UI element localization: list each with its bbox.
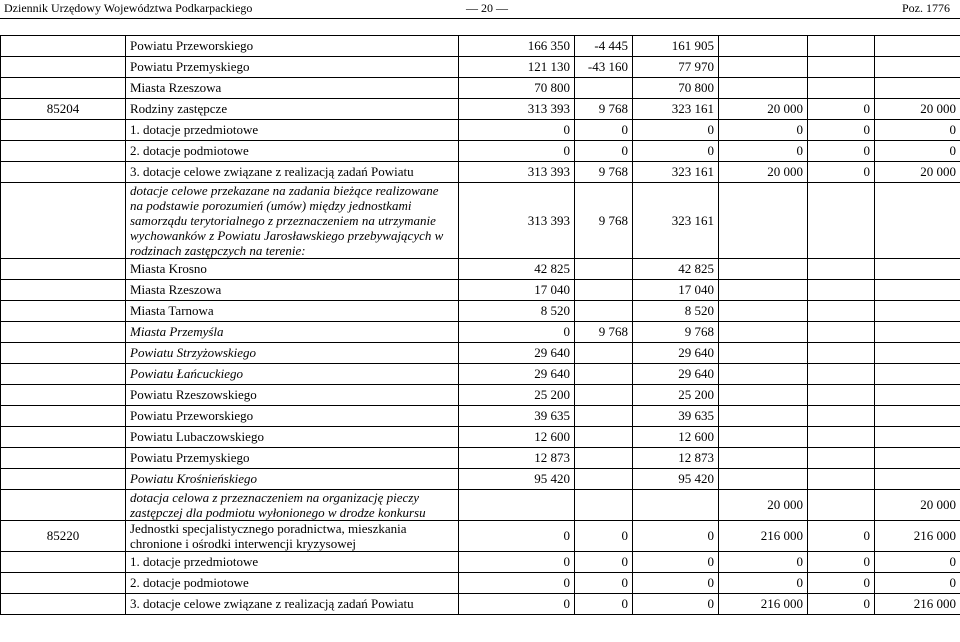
section-code xyxy=(1,573,126,594)
row-label: Powiatu Strzyżowskiego xyxy=(126,343,459,364)
table-row xyxy=(1,364,960,385)
value-cell xyxy=(575,448,633,469)
section-code xyxy=(1,490,126,521)
row-label: 1. dotacje przedmiotowe xyxy=(126,552,459,573)
value-cell: 39 635 xyxy=(633,406,719,427)
value-cell: 0 xyxy=(719,573,808,594)
table-row xyxy=(1,406,960,427)
value-cell: 29 640 xyxy=(459,364,575,385)
value-cell xyxy=(575,385,633,406)
value-cell: 20 000 xyxy=(719,162,808,183)
value-cell: 216 000 xyxy=(875,594,960,615)
row-label: Powiatu Przeworskiego xyxy=(126,406,459,427)
value-cell xyxy=(808,322,875,343)
value-cell: 0 xyxy=(633,521,719,552)
value-cell xyxy=(575,490,633,521)
section-code xyxy=(1,301,126,322)
value-cell xyxy=(875,469,960,490)
value-cell: 0 xyxy=(633,573,719,594)
table-row xyxy=(1,322,960,343)
page-header xyxy=(0,0,960,19)
value-cell: 0 xyxy=(575,594,633,615)
value-cell xyxy=(575,259,633,280)
section-code xyxy=(1,322,126,343)
value-cell xyxy=(719,301,808,322)
value-cell: 9 768 xyxy=(575,99,633,120)
value-cell xyxy=(875,364,960,385)
row-label: Powiatu Przeworskiego xyxy=(126,36,459,57)
value-cell: 0 xyxy=(459,322,575,343)
table-row xyxy=(1,259,960,280)
value-cell xyxy=(875,183,960,259)
table-row xyxy=(1,280,960,301)
value-cell xyxy=(575,343,633,364)
value-cell xyxy=(575,427,633,448)
value-cell: 0 xyxy=(808,594,875,615)
value-cell xyxy=(719,448,808,469)
value-cell: 20 000 xyxy=(719,490,808,521)
value-cell: 0 xyxy=(719,141,808,162)
value-cell xyxy=(719,364,808,385)
value-cell xyxy=(575,280,633,301)
value-cell: -43 160 xyxy=(575,57,633,78)
value-cell xyxy=(719,406,808,427)
table-row xyxy=(1,183,960,259)
value-cell: 0 xyxy=(459,120,575,141)
section-code xyxy=(1,364,126,385)
value-cell: 323 161 xyxy=(633,183,719,259)
position-number: Poz. 1776 xyxy=(902,1,950,15)
value-cell: 42 825 xyxy=(459,259,575,280)
section-code xyxy=(1,280,126,301)
table-row xyxy=(1,427,960,448)
value-cell xyxy=(875,406,960,427)
value-cell xyxy=(875,259,960,280)
value-cell xyxy=(719,183,808,259)
table-row xyxy=(1,99,960,120)
row-label: Powiatu Przemyskiego xyxy=(126,448,459,469)
value-cell xyxy=(575,364,633,385)
value-cell xyxy=(575,406,633,427)
value-cell: 0 xyxy=(633,141,719,162)
section-code xyxy=(1,259,126,280)
value-cell: 95 420 xyxy=(633,469,719,490)
section-code: 85204 xyxy=(1,99,126,120)
section-code xyxy=(1,469,126,490)
value-cell xyxy=(719,259,808,280)
value-cell: 0 xyxy=(575,141,633,162)
value-cell: 29 640 xyxy=(459,343,575,364)
value-cell xyxy=(808,469,875,490)
value-cell: 216 000 xyxy=(719,594,808,615)
row-label: Miasta Rzeszowa xyxy=(126,280,459,301)
value-cell xyxy=(719,343,808,364)
value-cell xyxy=(808,385,875,406)
value-cell: 9 768 xyxy=(575,183,633,259)
value-cell xyxy=(719,36,808,57)
table-row xyxy=(1,552,960,573)
value-cell: 0 xyxy=(719,120,808,141)
value-cell: 17 040 xyxy=(633,280,719,301)
value-cell xyxy=(875,36,960,57)
table-row xyxy=(1,120,960,141)
value-cell: 0 xyxy=(875,552,960,573)
value-cell xyxy=(633,490,719,521)
value-cell xyxy=(808,364,875,385)
value-cell: 313 393 xyxy=(459,183,575,259)
value-cell xyxy=(459,490,575,521)
value-cell: 20 000 xyxy=(875,490,960,521)
value-cell: 9 768 xyxy=(575,322,633,343)
table-row xyxy=(1,162,960,183)
value-cell: 39 635 xyxy=(459,406,575,427)
value-cell xyxy=(808,36,875,57)
value-cell: 0 xyxy=(575,552,633,573)
value-cell xyxy=(875,427,960,448)
value-cell xyxy=(875,385,960,406)
row-label: dotacje celowe przekazane na zadania bieżące realizowane na podstawie porozumień (umów) między jednostkami samorządu terytorialnego z przeznaczeniem na utrzymanie wychowanków z Powiatu Jarosławskiego przebywających w rodzinach zastępczych na terenie: xyxy=(126,183,459,259)
value-cell xyxy=(875,280,960,301)
value-cell: 0 xyxy=(808,120,875,141)
row-label: Powiatu Przemyskiego xyxy=(126,57,459,78)
value-cell xyxy=(808,259,875,280)
value-cell xyxy=(575,301,633,322)
value-cell: 12 600 xyxy=(633,427,719,448)
value-cell xyxy=(808,301,875,322)
row-label: dotacja celowa z przeznaczeniem na organizację pieczy zastępczej dla podmiotu wyłonionego w drodze konkursu xyxy=(126,490,459,521)
value-cell: 0 xyxy=(459,594,575,615)
value-cell: 0 xyxy=(808,573,875,594)
journal-title: Dziennik Urzędowy Województwa Podkarpackiego xyxy=(4,1,253,15)
table-row xyxy=(1,301,960,322)
section-code xyxy=(1,141,126,162)
value-cell: 42 825 xyxy=(633,259,719,280)
value-cell xyxy=(808,490,875,521)
value-cell: 0 xyxy=(808,141,875,162)
value-cell: 29 640 xyxy=(633,343,719,364)
value-cell: 216 000 xyxy=(719,521,808,552)
table-row xyxy=(1,448,960,469)
value-cell: 8 520 xyxy=(459,301,575,322)
value-cell: 0 xyxy=(808,521,875,552)
value-cell: 0 xyxy=(459,552,575,573)
value-cell xyxy=(875,57,960,78)
value-cell: 0 xyxy=(633,120,719,141)
value-cell: 0 xyxy=(459,141,575,162)
value-cell: 0 xyxy=(459,521,575,552)
value-cell xyxy=(875,343,960,364)
value-cell: 12 873 xyxy=(633,448,719,469)
value-cell: 0 xyxy=(808,552,875,573)
table-row xyxy=(1,490,960,521)
row-label: 1. dotacje przedmiotowe xyxy=(126,120,459,141)
value-cell: 0 xyxy=(719,552,808,573)
row-label: Powiatu Krośnieńskiego xyxy=(126,469,459,490)
section-code xyxy=(1,427,126,448)
row-label: Miasta Przemyśla xyxy=(126,322,459,343)
value-cell: 0 xyxy=(633,594,719,615)
section-code xyxy=(1,343,126,364)
section-code: 85220 xyxy=(1,521,126,552)
value-cell xyxy=(808,280,875,301)
value-cell: 9 768 xyxy=(633,322,719,343)
table-row xyxy=(1,78,960,99)
value-cell: 0 xyxy=(875,120,960,141)
value-cell xyxy=(719,280,808,301)
row-label: Miasta Tarnowa xyxy=(126,301,459,322)
value-cell xyxy=(808,78,875,99)
value-cell: 121 130 xyxy=(459,57,575,78)
value-cell: 0 xyxy=(875,573,960,594)
value-cell: 0 xyxy=(808,99,875,120)
value-cell xyxy=(719,78,808,99)
value-cell: 0 xyxy=(575,521,633,552)
value-cell: 323 161 xyxy=(633,162,719,183)
table-row xyxy=(1,36,960,57)
value-cell: 8 520 xyxy=(633,301,719,322)
table-row xyxy=(1,343,960,364)
page-number: — 20 — xyxy=(466,1,508,15)
value-cell xyxy=(808,448,875,469)
value-cell xyxy=(875,301,960,322)
row-label: 2. dotacje podmiotowe xyxy=(126,141,459,162)
section-code xyxy=(1,36,126,57)
value-cell: 0 xyxy=(875,141,960,162)
value-cell: 20 000 xyxy=(875,162,960,183)
value-cell xyxy=(719,57,808,78)
value-cell xyxy=(719,322,808,343)
section-code xyxy=(1,162,126,183)
value-cell xyxy=(808,57,875,78)
row-label: Miasta Rzeszowa xyxy=(126,78,459,99)
budget-table xyxy=(0,35,960,615)
value-cell xyxy=(808,406,875,427)
value-cell: 70 800 xyxy=(633,78,719,99)
section-code xyxy=(1,78,126,99)
row-label: Powiatu Rzeszowskiego xyxy=(126,385,459,406)
section-code xyxy=(1,57,126,78)
value-cell xyxy=(719,385,808,406)
table-row xyxy=(1,385,960,406)
row-label: 3. dotacje celowe związane z realizacją zadań Powiatu xyxy=(126,162,459,183)
value-cell: 216 000 xyxy=(875,521,960,552)
value-cell: 12 600 xyxy=(459,427,575,448)
section-code xyxy=(1,594,126,615)
value-cell: -4 445 xyxy=(575,36,633,57)
value-cell: 29 640 xyxy=(633,364,719,385)
value-cell: 20 000 xyxy=(719,99,808,120)
row-label: Rodziny zastępcze xyxy=(126,99,459,120)
value-cell xyxy=(875,322,960,343)
value-cell: 17 040 xyxy=(459,280,575,301)
section-code xyxy=(1,448,126,469)
table-row xyxy=(1,57,960,78)
value-cell xyxy=(808,343,875,364)
section-code xyxy=(1,406,126,427)
section-code xyxy=(1,120,126,141)
value-cell: 95 420 xyxy=(459,469,575,490)
value-cell: 9 768 xyxy=(575,162,633,183)
value-cell xyxy=(808,427,875,448)
row-label: Powiatu Lubaczowskiego xyxy=(126,427,459,448)
value-cell xyxy=(575,78,633,99)
table-row xyxy=(1,521,960,552)
value-cell: 0 xyxy=(633,552,719,573)
value-cell: 313 393 xyxy=(459,99,575,120)
section-code xyxy=(1,552,126,573)
section-code xyxy=(1,385,126,406)
table-row xyxy=(1,594,960,615)
value-cell: 0 xyxy=(575,120,633,141)
value-cell: 12 873 xyxy=(459,448,575,469)
value-cell xyxy=(719,469,808,490)
row-label: Jednostki specjalistycznego poradnictwa, mieszkania chronione i ośrodki interwencji kryzysowej xyxy=(126,521,459,552)
value-cell xyxy=(875,78,960,99)
row-label: Miasta Krosno xyxy=(126,259,459,280)
value-cell xyxy=(875,448,960,469)
row-label: Powiatu Łańcuckiego xyxy=(126,364,459,385)
value-cell xyxy=(808,183,875,259)
table-row xyxy=(1,573,960,594)
value-cell xyxy=(719,427,808,448)
value-cell: 25 200 xyxy=(459,385,575,406)
value-cell xyxy=(575,469,633,490)
row-label: 2. dotacje podmiotowe xyxy=(126,573,459,594)
value-cell: 0 xyxy=(459,573,575,594)
value-cell: 0 xyxy=(808,162,875,183)
value-cell: 0 xyxy=(575,573,633,594)
value-cell: 70 800 xyxy=(459,78,575,99)
section-code xyxy=(1,183,126,259)
value-cell: 323 161 xyxy=(633,99,719,120)
value-cell: 25 200 xyxy=(633,385,719,406)
value-cell: 161 905 xyxy=(633,36,719,57)
value-cell: 20 000 xyxy=(875,99,960,120)
value-cell: 313 393 xyxy=(459,162,575,183)
value-cell: 166 350 xyxy=(459,36,575,57)
table-row xyxy=(1,469,960,490)
table-row xyxy=(1,141,960,162)
value-cell: 77 970 xyxy=(633,57,719,78)
row-label: 3. dotacje celowe związane z realizacją zadań Powiatu xyxy=(126,594,459,615)
